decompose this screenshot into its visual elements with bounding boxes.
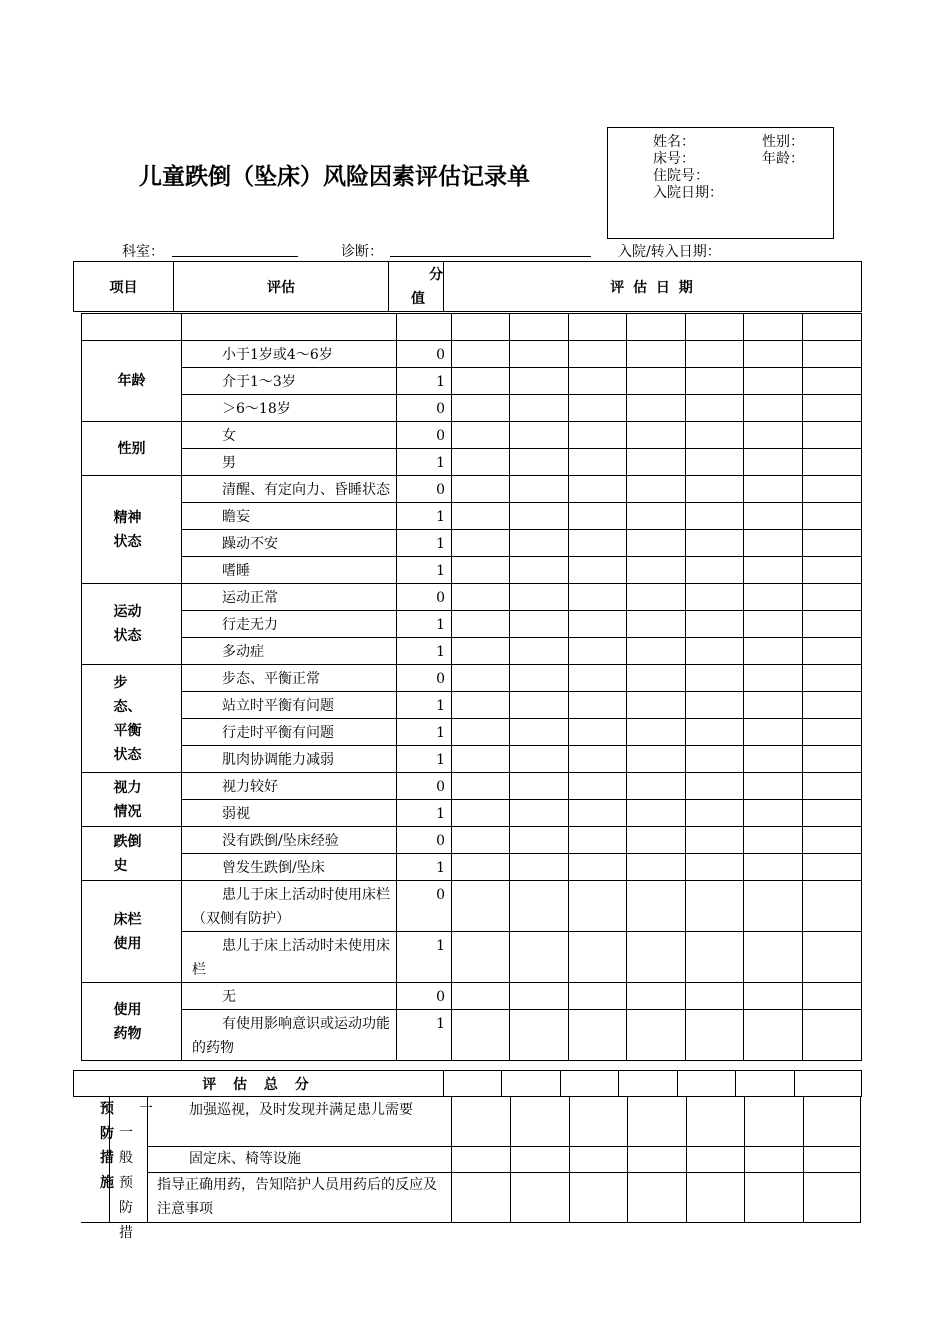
dept-label: 科室： xyxy=(122,244,164,260)
date-score-cell[interactable] xyxy=(627,584,686,611)
date-score-cell[interactable] xyxy=(803,449,862,476)
date-score-cell[interactable] xyxy=(627,503,686,530)
date-score-cell[interactable] xyxy=(686,503,744,530)
date-score-cell[interactable] xyxy=(510,530,569,557)
date-score-cell[interactable] xyxy=(569,932,627,983)
date-score-cell[interactable] xyxy=(452,395,510,422)
date-score-cell[interactable] xyxy=(686,665,744,692)
table-row xyxy=(82,932,862,983)
date-score-cell[interactable] xyxy=(569,1010,627,1061)
date-score-cell[interactable] xyxy=(803,503,862,530)
date-score-cell[interactable] xyxy=(627,932,686,983)
date-score-cell[interactable] xyxy=(686,983,744,1010)
table-row xyxy=(82,584,862,611)
transfer-date-label: 入院/转入日期： xyxy=(618,244,721,260)
date-score-cell[interactable] xyxy=(803,476,862,503)
date-score-cell[interactable] xyxy=(744,773,803,800)
evaluation-item: 视力较好 xyxy=(182,773,397,800)
evaluation-item: 无 xyxy=(182,983,397,1010)
date-score-cell[interactable] xyxy=(744,314,803,341)
date-score-cell[interactable] xyxy=(803,665,862,692)
date-score-cell[interactable] xyxy=(627,800,686,827)
table-row xyxy=(82,530,862,557)
date-score-cell[interactable] xyxy=(452,584,510,611)
date-score-cell[interactable] xyxy=(686,932,744,983)
date-score-cell[interactable] xyxy=(744,881,803,932)
date-score-cell[interactable] xyxy=(627,773,686,800)
total-cell[interactable] xyxy=(678,1071,736,1097)
date-score-cell[interactable] xyxy=(803,638,862,665)
prevention-section: 预防措施 一般预防措 一 加强巡视，及时发现并满足患儿需要 固定床、椅等设施 指导正确用药，告知陪护人员用药后的反应及注意事项 xyxy=(81,1097,861,1223)
date-score-cell[interactable] xyxy=(686,854,744,881)
date-score-cell[interactable] xyxy=(510,1010,569,1061)
evaluation-item: 步态、平衡正常 xyxy=(182,665,397,692)
date-score-cell[interactable] xyxy=(510,773,569,800)
table-row xyxy=(82,557,862,584)
date-score-cell[interactable] xyxy=(803,557,862,584)
date-score-cell[interactable] xyxy=(510,314,569,341)
score-value: 1 xyxy=(397,854,452,881)
date-score-cell[interactable] xyxy=(452,611,510,638)
date-score-cell[interactable] xyxy=(569,719,627,746)
date-score-cell[interactable] xyxy=(803,1010,862,1061)
date-score-cell[interactable] xyxy=(744,746,803,773)
date-score-cell[interactable] xyxy=(569,746,627,773)
date-score-cell[interactable] xyxy=(803,719,862,746)
date-score-cell[interactable] xyxy=(803,530,862,557)
score-value: 0 xyxy=(397,476,452,503)
patient-gender-label: 性别： xyxy=(762,134,804,150)
blank-cell xyxy=(182,314,397,341)
date-score-cell[interactable] xyxy=(686,341,744,368)
date-score-cell[interactable] xyxy=(627,611,686,638)
table-row xyxy=(82,638,862,665)
date-score-cell[interactable] xyxy=(510,638,569,665)
date-score-cell[interactable] xyxy=(686,773,744,800)
date-score-cell[interactable] xyxy=(627,341,686,368)
category-label: 使用药物 xyxy=(82,983,182,1061)
date-score-cell[interactable] xyxy=(686,611,744,638)
date-score-cell[interactable] xyxy=(569,368,627,395)
evaluation-item: 嗜睡 xyxy=(182,557,397,584)
evaluation-item: 行走时平衡有问题 xyxy=(182,719,397,746)
date-score-cell[interactable] xyxy=(452,530,510,557)
evaluation-item: ＞6～18岁 xyxy=(182,395,397,422)
total-cell[interactable] xyxy=(444,1071,502,1097)
date-score-cell[interactable] xyxy=(744,530,803,557)
score-value: 0 xyxy=(397,584,452,611)
date-score-cell[interactable] xyxy=(744,476,803,503)
header-table xyxy=(73,261,862,312)
evaluation-item: 患儿于床上活动时未使用床栏 xyxy=(182,932,397,983)
date-score-cell[interactable] xyxy=(569,341,627,368)
prevention-item: 固定床、椅等设施 xyxy=(189,1151,301,1167)
dept-field[interactable] xyxy=(172,240,298,257)
patient-admit-date-label: 入院日期： xyxy=(653,185,723,201)
prevention-item: 指导正确用药，告知陪护人员用药后的反应及注意事项 xyxy=(157,1177,437,1217)
date-score-cell[interactable] xyxy=(452,314,510,341)
date-score-cell[interactable] xyxy=(803,314,862,341)
date-score-cell[interactable] xyxy=(744,692,803,719)
date-score-cell[interactable] xyxy=(510,557,569,584)
date-score-cell[interactable] xyxy=(744,503,803,530)
date-score-cell[interactable] xyxy=(744,719,803,746)
date-score-cell[interactable] xyxy=(803,827,862,854)
score-value: 1 xyxy=(397,449,452,476)
date-score-cell[interactable] xyxy=(510,692,569,719)
date-score-cell[interactable] xyxy=(627,719,686,746)
date-score-cell[interactable] xyxy=(569,314,627,341)
table-row xyxy=(82,881,862,932)
total-score-label: 评 估 总 分 xyxy=(74,1071,444,1097)
table-row xyxy=(82,746,862,773)
category-label: 运动状态 xyxy=(82,584,182,665)
date-score-cell[interactable] xyxy=(452,881,510,932)
date-score-cell[interactable] xyxy=(569,557,627,584)
date-score-cell[interactable] xyxy=(744,800,803,827)
date-score-cell[interactable] xyxy=(803,368,862,395)
date-score-cell[interactable] xyxy=(452,800,510,827)
total-cell[interactable] xyxy=(502,1071,561,1097)
total-cell[interactable] xyxy=(561,1071,619,1097)
date-score-cell[interactable] xyxy=(510,827,569,854)
date-score-cell[interactable] xyxy=(452,638,510,665)
table-row xyxy=(82,719,862,746)
total-cell[interactable] xyxy=(619,1071,678,1097)
table-row xyxy=(82,449,862,476)
evaluation-item: 多动症 xyxy=(182,638,397,665)
table-row xyxy=(82,665,862,692)
diagnosis-label: 诊断： xyxy=(341,244,383,260)
patient-hospital-no-label: 住院号： xyxy=(653,168,709,184)
date-score-cell[interactable] xyxy=(569,638,627,665)
date-score-cell[interactable] xyxy=(452,476,510,503)
patient-info-box xyxy=(607,127,834,239)
date-score-cell[interactable] xyxy=(744,1010,803,1061)
date-score-cell[interactable] xyxy=(803,983,862,1010)
date-score-cell[interactable] xyxy=(744,584,803,611)
date-score-cell[interactable] xyxy=(686,530,744,557)
date-score-cell[interactable] xyxy=(452,422,510,449)
date-score-cell[interactable] xyxy=(686,1010,744,1061)
date-score-cell[interactable] xyxy=(627,746,686,773)
date-score-cell[interactable] xyxy=(510,854,569,881)
date-score-cell[interactable] xyxy=(686,557,744,584)
date-score-cell[interactable] xyxy=(744,341,803,368)
date-score-cell[interactable] xyxy=(686,314,744,341)
date-score-cell[interactable] xyxy=(744,932,803,983)
score-value: 1 xyxy=(397,530,452,557)
evaluation-item: 小于1岁或4～6岁 xyxy=(182,341,397,368)
col-dates-header: 评 估 日 期 xyxy=(444,262,862,312)
score-value: 1 xyxy=(397,746,452,773)
col-score-header xyxy=(389,262,444,312)
date-score-cell[interactable] xyxy=(510,422,569,449)
evaluation-item: 弱视 xyxy=(182,800,397,827)
date-score-cell[interactable] xyxy=(744,983,803,1010)
date-score-cell[interactable] xyxy=(569,476,627,503)
score-value: 0 xyxy=(397,395,452,422)
table-row xyxy=(82,368,862,395)
date-score-cell[interactable] xyxy=(627,557,686,584)
date-score-cell[interactable] xyxy=(569,665,627,692)
patient-name-label: 姓名： xyxy=(653,134,695,150)
date-score-cell[interactable] xyxy=(569,881,627,932)
table-row xyxy=(82,692,862,719)
table-row xyxy=(82,395,862,422)
date-score-cell[interactable] xyxy=(569,611,627,638)
total-table xyxy=(73,1070,862,1097)
date-score-cell[interactable] xyxy=(686,368,744,395)
date-score-cell[interactable] xyxy=(569,584,627,611)
score-value: 1 xyxy=(397,557,452,584)
date-score-cell[interactable] xyxy=(744,395,803,422)
evaluation-item: 曾发生跌倒/坠床 xyxy=(182,854,397,881)
score-value: 0 xyxy=(397,422,452,449)
date-score-cell[interactable] xyxy=(744,827,803,854)
table-row xyxy=(82,611,862,638)
table-row xyxy=(82,827,862,854)
date-score-cell[interactable] xyxy=(744,611,803,638)
date-score-cell[interactable] xyxy=(510,983,569,1010)
total-cell[interactable] xyxy=(736,1071,795,1097)
date-score-cell[interactable] xyxy=(744,557,803,584)
score-value: 1 xyxy=(397,719,452,746)
date-score-cell[interactable] xyxy=(627,395,686,422)
date-score-cell[interactable] xyxy=(569,800,627,827)
date-score-cell[interactable] xyxy=(569,395,627,422)
date-score-cell[interactable] xyxy=(627,983,686,1010)
score-value: 1 xyxy=(397,1010,452,1061)
evaluation-item: 清醒、有定向力、昏睡状态 xyxy=(182,476,397,503)
table-row xyxy=(82,503,862,530)
table-row xyxy=(82,476,862,503)
date-score-cell[interactable] xyxy=(803,692,862,719)
date-score-cell[interactable] xyxy=(803,800,862,827)
date-score-cell[interactable] xyxy=(744,854,803,881)
score-value: 0 xyxy=(397,665,452,692)
date-score-cell[interactable] xyxy=(803,854,862,881)
date-score-cell[interactable] xyxy=(686,692,744,719)
date-score-cell[interactable] xyxy=(686,881,744,932)
table-row xyxy=(82,422,862,449)
date-score-cell[interactable] xyxy=(569,983,627,1010)
date-score-cell[interactable] xyxy=(510,800,569,827)
table-row xyxy=(82,800,862,827)
date-score-cell[interactable] xyxy=(569,530,627,557)
date-score-cell[interactable] xyxy=(627,476,686,503)
date-score-cell[interactable] xyxy=(452,854,510,881)
score-value: 0 xyxy=(397,881,452,932)
total-cell[interactable] xyxy=(795,1071,862,1097)
patient-bed-label: 床号： xyxy=(653,151,695,167)
table-row xyxy=(82,1010,862,1061)
date-score-cell[interactable] xyxy=(627,827,686,854)
date-score-cell[interactable] xyxy=(569,692,627,719)
date-score-cell[interactable] xyxy=(452,1010,510,1061)
evaluation-item: 有使用影响意识或运动功能的药物 xyxy=(182,1010,397,1061)
date-score-cell[interactable] xyxy=(803,611,862,638)
date-score-cell[interactable] xyxy=(569,449,627,476)
table-row xyxy=(82,341,862,368)
date-score-cell[interactable] xyxy=(510,881,569,932)
score-header-line1: 分 xyxy=(429,267,443,283)
score-value: 1 xyxy=(397,800,452,827)
date-score-cell[interactable] xyxy=(452,341,510,368)
score-value: 0 xyxy=(397,341,452,368)
category-label: 床栏使用 xyxy=(82,881,182,983)
evaluation-item: 肌肉协调能力减弱 xyxy=(182,746,397,773)
date-score-cell[interactable] xyxy=(803,881,862,932)
date-score-cell[interactable] xyxy=(510,932,569,983)
date-score-cell[interactable] xyxy=(803,584,862,611)
score-value: 1 xyxy=(397,692,452,719)
date-score-cell[interactable] xyxy=(744,449,803,476)
date-score-cell[interactable] xyxy=(803,395,862,422)
col-eval-header: 评估 xyxy=(174,262,389,312)
category-label: 步态、平衡状态 xyxy=(82,665,182,773)
date-score-cell[interactable] xyxy=(744,638,803,665)
date-score-cell[interactable] xyxy=(510,395,569,422)
date-score-cell[interactable] xyxy=(803,746,862,773)
date-score-cell[interactable] xyxy=(686,449,744,476)
evaluation-item: 没有跌倒/坠床经验 xyxy=(182,827,397,854)
date-score-cell[interactable] xyxy=(686,746,744,773)
score-value: 0 xyxy=(397,773,452,800)
evaluation-item: 男 xyxy=(182,449,397,476)
date-score-cell[interactable] xyxy=(569,854,627,881)
score-value: 1 xyxy=(397,638,452,665)
date-score-cell[interactable] xyxy=(627,1010,686,1061)
date-score-cell[interactable] xyxy=(510,746,569,773)
date-score-cell[interactable] xyxy=(452,773,510,800)
date-score-cell[interactable] xyxy=(744,665,803,692)
date-score-cell[interactable] xyxy=(510,476,569,503)
date-score-cell[interactable] xyxy=(452,503,510,530)
evaluation-item: 介于1～3岁 xyxy=(182,368,397,395)
date-score-cell[interactable] xyxy=(452,932,510,983)
category-label: 年龄 xyxy=(82,341,182,422)
date-score-cell[interactable] xyxy=(686,638,744,665)
date-score-cell[interactable] xyxy=(627,881,686,932)
score-value: 0 xyxy=(397,983,452,1010)
date-score-cell[interactable] xyxy=(510,665,569,692)
date-score-cell[interactable] xyxy=(510,611,569,638)
score-value: 1 xyxy=(397,503,452,530)
date-score-cell[interactable] xyxy=(510,503,569,530)
date-score-cell[interactable] xyxy=(510,719,569,746)
date-score-cell[interactable] xyxy=(686,800,744,827)
date-score-cell[interactable] xyxy=(686,719,744,746)
assessment-table xyxy=(81,313,862,1061)
blank-cell xyxy=(82,314,182,341)
date-score-cell[interactable] xyxy=(803,341,862,368)
date-score-cell[interactable] xyxy=(803,422,862,449)
date-score-cell[interactable] xyxy=(627,530,686,557)
date-score-cell[interactable] xyxy=(744,368,803,395)
table-row xyxy=(82,773,862,800)
date-score-cell[interactable] xyxy=(686,476,744,503)
blank-cell xyxy=(397,314,452,341)
evaluation-item: 瞻妄 xyxy=(182,503,397,530)
date-score-cell[interactable] xyxy=(452,449,510,476)
date-score-cell[interactable] xyxy=(627,854,686,881)
table-row xyxy=(82,983,862,1010)
date-score-cell[interactable] xyxy=(627,449,686,476)
date-score-cell[interactable] xyxy=(569,503,627,530)
evaluation-item: 躁动不安 xyxy=(182,530,397,557)
evaluation-item: 运动正常 xyxy=(182,584,397,611)
prevention-label: 预防措施 xyxy=(100,1101,114,1191)
date-score-cell[interactable] xyxy=(452,557,510,584)
prevention-sub-label: 一般预防措 xyxy=(119,1125,133,1241)
date-score-cell[interactable] xyxy=(627,314,686,341)
date-score-cell[interactable] xyxy=(627,692,686,719)
score-value: 1 xyxy=(397,611,452,638)
date-score-cell[interactable] xyxy=(627,368,686,395)
evaluation-item: 行走无力 xyxy=(182,611,397,638)
date-score-cell[interactable] xyxy=(686,827,744,854)
category-label: 视力情况 xyxy=(82,773,182,827)
prevention-item: 加强巡视，及时发现并满足患儿需要 xyxy=(189,1102,413,1118)
category-label: 性别 xyxy=(82,422,182,476)
date-score-cell[interactable] xyxy=(744,422,803,449)
date-score-cell[interactable] xyxy=(686,422,744,449)
date-score-cell[interactable] xyxy=(627,665,686,692)
score-value: 1 xyxy=(397,932,452,983)
date-score-cell[interactable] xyxy=(510,341,569,368)
date-score-cell[interactable] xyxy=(569,827,627,854)
date-score-cell[interactable] xyxy=(627,422,686,449)
date-score-cell[interactable] xyxy=(452,746,510,773)
diagnosis-field[interactable] xyxy=(390,240,591,257)
date-score-cell[interactable] xyxy=(627,638,686,665)
date-score-cell[interactable] xyxy=(803,932,862,983)
date-score-cell[interactable] xyxy=(452,827,510,854)
category-label: 跌倒史 xyxy=(82,827,182,881)
date-score-cell[interactable] xyxy=(452,983,510,1010)
date-score-cell[interactable] xyxy=(803,773,862,800)
category-label: 精神状态 xyxy=(82,476,182,584)
evaluation-item: 患儿于床上活动时使用床栏（双侧有防护） xyxy=(182,881,397,932)
evaluation-item: 女 xyxy=(182,422,397,449)
date-score-cell[interactable] xyxy=(510,584,569,611)
evaluation-item: 站立时平衡有问题 xyxy=(182,692,397,719)
date-score-cell[interactable] xyxy=(569,773,627,800)
date-score-cell[interactable] xyxy=(686,584,744,611)
date-score-cell[interactable] xyxy=(452,368,510,395)
date-score-cell[interactable] xyxy=(510,449,569,476)
date-score-cell[interactable] xyxy=(510,368,569,395)
score-value: 1 xyxy=(397,368,452,395)
table-row xyxy=(82,854,862,881)
score-value: 0 xyxy=(397,827,452,854)
date-score-cell[interactable] xyxy=(452,719,510,746)
page-title: 儿童跌倒（坠床）风险因素评估记录单 xyxy=(139,164,530,190)
date-score-cell[interactable] xyxy=(452,692,510,719)
date-score-cell[interactable] xyxy=(452,665,510,692)
score-header-line2: 值 xyxy=(411,291,425,307)
col-item-header: 项目 xyxy=(74,262,174,312)
patient-age-label: 年龄： xyxy=(762,151,804,167)
date-score-cell[interactable] xyxy=(569,422,627,449)
date-score-cell[interactable] xyxy=(686,395,744,422)
